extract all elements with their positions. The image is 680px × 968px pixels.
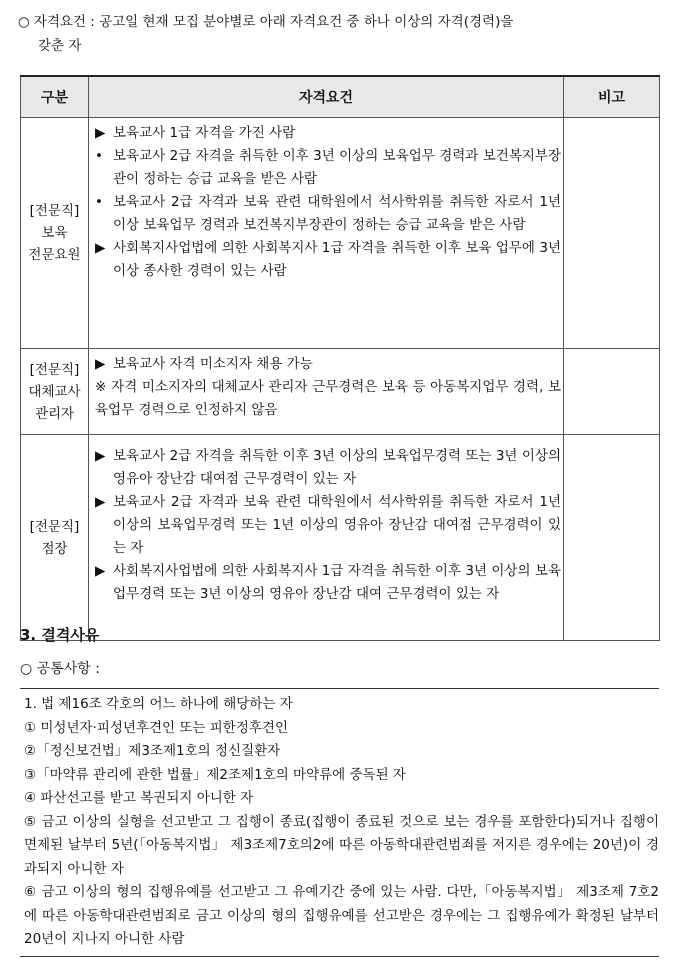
requirement-text: 사회복지사업법에 의한 사회복지사 1급 자격을 취득한 이후 3년 이상의 보육업무경력 또는 3년 이상의 영유아 장난감 대여 근무경력이 있는 자	[113, 563, 561, 602]
row-category	[21, 118, 89, 349]
category-line: [전문직]	[29, 518, 80, 535]
requirement-item	[95, 145, 561, 191]
header-requirements: 자격요건	[89, 76, 564, 118]
requirement-text: 보육교사 2급 자격과 보육 관련 대학원에서 석사학위를 취득한 자로서 1년 이상의 보육업무경력 또는 1년 이상의 영유아 장난감 대여점 근무경력이 있는 자	[113, 494, 561, 556]
category-line: 보육	[41, 225, 68, 241]
requirement-text: 보육교사 자격 미소지자 채용 가능	[113, 356, 313, 372]
arrow-bullet-icon: ▶	[95, 494, 106, 510]
disqualification-line: ②「정신보건법」제3조제1호의 정신질환자	[24, 743, 281, 759]
disqualification-line: ④ 파산선고를 받고 복권되지 아니한 자	[24, 790, 254, 806]
requirement-note: ※ 자격 미소지자의 대체교사 관리자 근무경력은 보육 등 아동복지업무 경력, 보육업무 경력으로 인정하지 않음	[95, 379, 561, 418]
row-category	[21, 349, 89, 435]
qualification-table	[20, 75, 660, 641]
disqualification-line: ① 미성년자·피성년후견인 또는 피한정후견인	[24, 719, 289, 736]
qualification-intro	[18, 10, 668, 58]
requirement-text: 보육교사 2급 자격을 취득한 이후 3년 이상의 보육업무 경력과 보건복지부장관이 정하는 승급 교육을 받은 사람	[113, 148, 561, 187]
header-category: 구분	[21, 76, 89, 118]
dot-bullet-icon: •	[95, 194, 103, 210]
requirement-text: 보육교사 2급 자격을 취득한 이후 3년 이상의 보육업무경력 또는 3년 이상의 영유아 장난감 대여점 근무경력이 있는 자	[113, 448, 561, 487]
disqualification-line: ⑥ 금고 이상의 형의 집행유예를 선고받고 그 유예기간 중에 있는 사람. 다만,「아동복지법」 제3조제 7호2에 따른 아동학대관련범죄로 금고 이상의 형의 집행유예를 선고받은 경우에는 그 집행유예가 확정된 날부터 20년이 지나지 아니한 사람	[24, 884, 659, 947]
requirement-item	[95, 445, 561, 491]
intro-line-2: 갖춘 자	[38, 38, 82, 54]
section-title: 3. 결격사유	[20, 626, 100, 644]
row-remarks	[564, 118, 660, 349]
row-requirements	[89, 435, 564, 641]
disqualification-line: ③「마약류 관리에 관한 법률」제2조제1호의 마약류에 중독된 자	[24, 766, 406, 783]
row-remarks	[564, 435, 660, 641]
arrow-bullet-icon: ▶	[95, 356, 106, 372]
disqualification-box	[20, 688, 659, 957]
header-remarks: 비고	[564, 76, 660, 118]
category-line: 점장	[41, 540, 68, 557]
table-row	[21, 435, 660, 641]
arrow-bullet-icon: ▶	[95, 563, 106, 579]
circle-marker-icon: ○	[18, 14, 30, 30]
disqualification-line: ⑤ 금고 이상의 실형을 선고받고 그 집행이 종료(집행이 종료된 것으로 보는 경우를 포함한다)되거나 집행이 면제된 날부터 5년(「아동복지법」 제3조제7호의2에 따른 아동학대관련범죄를 저지른 경우에는 20년)이 경과되지 아니한 자	[24, 813, 659, 877]
requirement-item	[95, 122, 561, 145]
row-requirements	[89, 349, 564, 435]
row-remarks	[564, 349, 660, 435]
arrow-bullet-icon: ▶	[95, 448, 106, 464]
common-items-label: ○ 공통사항 :	[20, 661, 100, 677]
row-requirements	[89, 118, 564, 349]
category-line: 대체교사	[28, 383, 81, 400]
requirement-item	[95, 560, 561, 606]
requirement-item	[95, 353, 561, 376]
table-row	[21, 349, 660, 435]
requirement-item	[95, 491, 561, 560]
table-row	[21, 118, 660, 349]
requirement-item	[95, 237, 561, 283]
row-category	[21, 435, 89, 641]
category-line: [전문직]	[29, 203, 80, 219]
category-line: 전문요원	[28, 247, 81, 263]
dot-bullet-icon: •	[95, 148, 103, 164]
requirement-item	[95, 191, 561, 237]
category-line: [전문직]	[29, 361, 80, 378]
disqualification-line: 1. 법 제16조 각호의 어느 하나에 해당하는 자	[24, 696, 293, 712]
intro-line-1: 자격요건 : 공고일 현재 모집 분야별로 아래 자격요건 중 하나 이상의 자격(경력)을	[33, 14, 514, 30]
requirement-text: 사회복지사업법에 의한 사회복지사 1급 자격을 취득한 이후 보육 업무에 3년 이상 종사한 경력이 있는 사람	[113, 240, 561, 279]
requirement-text: 보육교사 2급 자격과 보육 관련 대학원에서 석사학위를 취득한 자로서 1년 이상 보육업무 경력과 보건복지부장관이 정하는 승급 교육을 받은 사람	[113, 194, 561, 233]
arrow-bullet-icon: ▶	[95, 125, 106, 141]
requirement-text: 보육교사 1급 자격을 가진 사람	[113, 125, 296, 141]
table-header-row	[21, 76, 660, 118]
arrow-bullet-icon: ▶	[95, 240, 106, 256]
category-line: 관리자	[34, 405, 75, 422]
